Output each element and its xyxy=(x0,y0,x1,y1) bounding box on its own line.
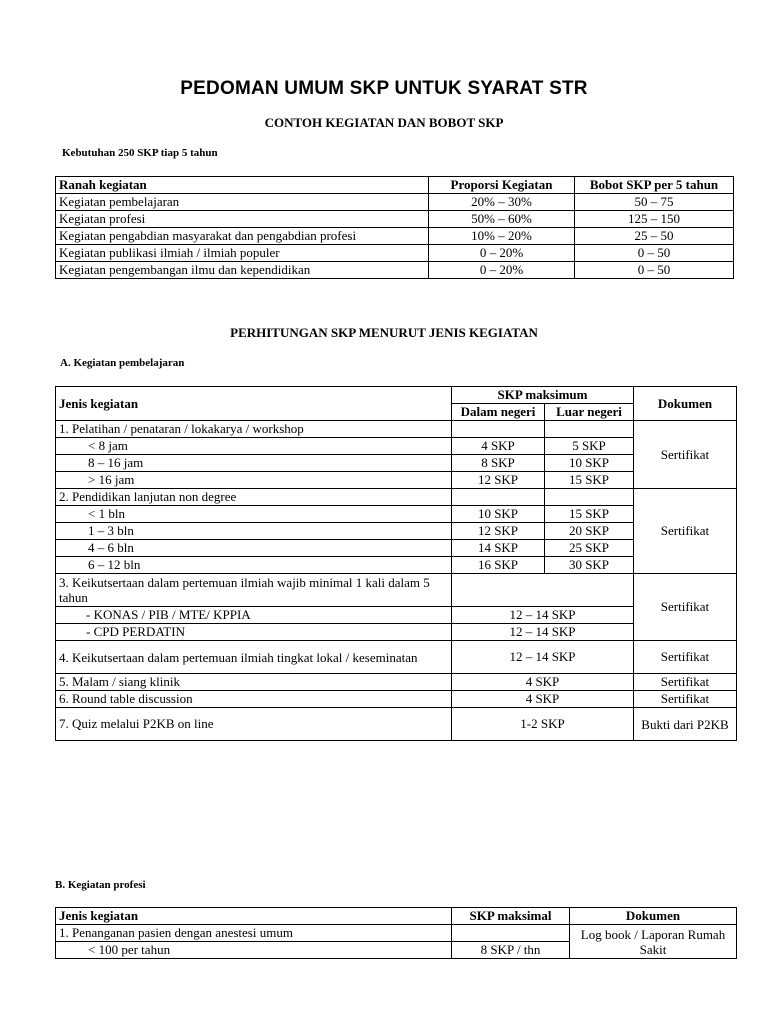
table-row xyxy=(56,262,734,279)
cell-dalam: 16 SKP xyxy=(452,557,545,574)
table-row xyxy=(56,641,737,674)
cell-bobot: 50 – 75 xyxy=(575,194,734,211)
cell-proporsi: 0 – 20% xyxy=(429,262,575,279)
header-skp-maksimal: SKP maksimal xyxy=(452,908,570,925)
cell-bobot: 0 – 50 xyxy=(575,262,734,279)
group-row xyxy=(56,421,737,438)
group-label: 3. Keikutsertaan dalam pertemuan ilmiah wajib minimal 1 kali dalam 5 tahun xyxy=(56,574,452,607)
cell-skp: 12 – 14 SKP xyxy=(452,607,634,624)
cell-kegiatan: - KONAS / PIB / MTE/ KPPIA xyxy=(56,607,452,624)
cell-kegiatan: 1 – 3 bln xyxy=(56,523,452,540)
cell-kegiatan: 8 – 16 jam xyxy=(56,455,452,472)
table-row xyxy=(56,194,734,211)
group-label: 2. Pendidikan lanjutan non degree xyxy=(56,489,452,506)
cell-skp: 8 SKP / thn xyxy=(452,942,570,959)
cell-ranah: Kegiatan pembelajaran xyxy=(56,194,429,211)
cell-dalam: 10 SKP xyxy=(452,506,545,523)
table-row xyxy=(56,674,737,691)
cell-dokumen: Sertifikat xyxy=(634,691,737,708)
table-row xyxy=(56,228,734,245)
cell-kegiatan: 4. Keikutsertaan dalam pertemuan ilmiah tingkat lokal / keseminatan xyxy=(56,641,452,674)
cell-luar: 20 SKP xyxy=(545,523,634,540)
table-header-row xyxy=(56,387,737,404)
cell-dalam: 4 SKP xyxy=(452,438,545,455)
table-row xyxy=(56,708,737,741)
cell-kegiatan: 5. Malam / siang klinik xyxy=(56,674,452,691)
cell-kegiatan: > 16 jam xyxy=(56,472,452,489)
table-row xyxy=(56,245,734,262)
cell-skp: 4 SKP xyxy=(452,691,634,708)
header-jenis-kegiatan: Jenis kegiatan xyxy=(56,387,452,421)
cell-kegiatan: 4 – 6 bln xyxy=(56,540,452,557)
cell-ranah: Kegiatan pengembangan ilmu dan kependidikan xyxy=(56,262,429,279)
subtitle-contoh: CONTOH KEGIATAN DAN BOBOT SKP xyxy=(264,115,504,130)
cell-bobot: 25 – 50 xyxy=(575,228,734,245)
cell-luar: 15 SKP xyxy=(545,506,634,523)
group-row xyxy=(56,489,737,506)
cell-dokumen: Bukti dari P2KB xyxy=(634,708,737,741)
cell-ranah: Kegiatan profesi xyxy=(56,211,429,228)
group-label: 1. Penanganan pasien dengan anestesi umum xyxy=(56,925,452,942)
cell-dokumen: Sertifikat xyxy=(634,489,737,574)
header-bobot: Bobot SKP per 5 tahun xyxy=(575,177,734,194)
section-a-heading: A. Kegiatan pembelajaran xyxy=(60,357,185,369)
header-ranah: Ranah kegiatan xyxy=(56,177,429,194)
table-row xyxy=(56,211,734,228)
cell-proporsi: 50% – 60% xyxy=(429,211,575,228)
cell-proporsi: 20% – 30% xyxy=(429,194,575,211)
group-row xyxy=(56,925,737,942)
cell-kegiatan: < 8 jam xyxy=(56,438,452,455)
cell-luar: 15 SKP xyxy=(545,472,634,489)
group-row xyxy=(56,574,737,607)
cell-bobot: 0 – 50 xyxy=(575,245,734,262)
cell-dokumen: Log book / Laporan Rumah Sakit xyxy=(570,925,737,959)
cell-luar: 5 SKP xyxy=(545,438,634,455)
cell-skp: 12 – 14 SKP xyxy=(452,624,634,641)
header-dokumen: Dokumen xyxy=(634,387,737,421)
section-b-heading: B. Kegiatan profesi xyxy=(55,879,146,891)
cell-luar: 25 SKP xyxy=(545,540,634,557)
cell-skp: 4 SKP xyxy=(452,674,634,691)
cell-skp: 12 – 14 SKP xyxy=(452,641,634,674)
cell-luar: 10 SKP xyxy=(545,455,634,472)
cell-kegiatan: 6 – 12 bln xyxy=(56,557,452,574)
header-skp-maksimum: SKP maksimum xyxy=(452,387,634,404)
cell-proporsi: 10% – 20% xyxy=(429,228,575,245)
cell-dokumen: Sertifikat xyxy=(634,574,737,641)
table-kegiatan-profesi xyxy=(55,907,737,959)
cell-kegiatan: < 100 per tahun xyxy=(56,942,452,959)
cell-dalam: 12 SKP xyxy=(452,472,545,489)
cell-kegiatan: 6. Round table discussion xyxy=(56,691,452,708)
table-header-row xyxy=(56,908,737,925)
cell-proporsi: 0 – 20% xyxy=(429,245,575,262)
subtitle-perhitungan: PERHITUNGAN SKP MENURUT JENIS KEGIATAN xyxy=(230,325,538,340)
cell-luar: 30 SKP xyxy=(545,557,634,574)
table-row xyxy=(56,691,737,708)
header-proporsi: Proporsi Kegiatan xyxy=(429,177,575,194)
table-kegiatan-pembelajaran xyxy=(55,386,737,741)
page-title: PEDOMAN UMUM SKP UNTUK SYARAT STR xyxy=(180,78,588,99)
header-dokumen: Dokumen xyxy=(570,908,737,925)
cell-skp: 1-2 SKP xyxy=(452,708,634,741)
cell-dokumen: Sertifikat xyxy=(634,674,737,691)
note-kebutuhan: Kebutuhan 250 SKP tiap 5 tahun xyxy=(62,147,218,159)
cell-bobot: 125 – 150 xyxy=(575,211,734,228)
group-label: 1. Pelatihan / penataran / lokakarya / workshop xyxy=(56,421,452,438)
cell-kegiatan: < 1 bln xyxy=(56,506,452,523)
cell-ranah: Kegiatan pengabdian masyarakat dan pengabdian profesi xyxy=(56,228,429,245)
cell-dokumen: Sertifikat xyxy=(634,641,737,674)
cell-dalam: 12 SKP xyxy=(452,523,545,540)
cell-kegiatan: 7. Quiz melalui P2KB on line xyxy=(56,708,452,741)
header-dalam-negeri: Dalam negeri xyxy=(452,404,545,421)
cell-dalam: 14 SKP xyxy=(452,540,545,557)
cell-dokumen: Sertifikat xyxy=(634,421,737,489)
header-luar-negeri: Luar negeri xyxy=(545,404,634,421)
cell-kegiatan: - CPD PERDATIN xyxy=(56,624,452,641)
cell-dalam: 8 SKP xyxy=(452,455,545,472)
table-bobot-skp xyxy=(55,176,734,279)
header-jenis-kegiatan: Jenis kegiatan xyxy=(56,908,452,925)
table-header-row xyxy=(56,177,734,194)
cell-ranah: Kegiatan publikasi ilmiah / ilmiah populer xyxy=(56,245,429,262)
